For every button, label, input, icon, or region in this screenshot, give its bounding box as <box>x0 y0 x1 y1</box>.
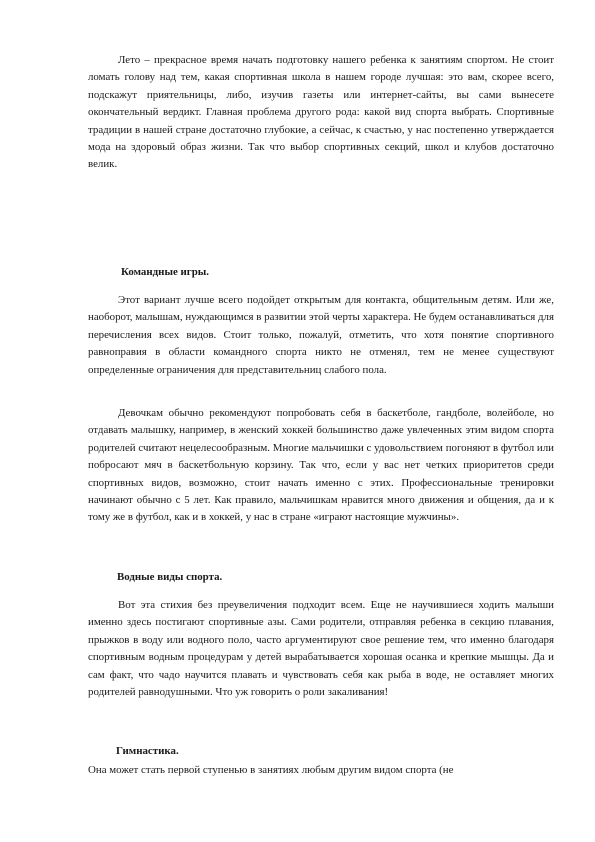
gymnastics-heading: Гимнастика. <box>116 745 179 757</box>
team-games-paragraph-2: Девочкам обычно рекомендуют попробовать себя в баскетболе, гандболе, волейболе, но отдавать малышку, например, в женский хоккей большинство даже увлеченных этим видом спорта родителей считают нецелесообразным. Многие мальчишки с удовольствием погоняют в футбол или побросают мяч в баскетбольную корзину. Так что, если у вас нет четких приоритетов среди спортивных видов, возможно, стоит начать именно с этих. Профессиональные тренировки начинают обычно с 5 лет. Как правило, мальчишкам нравится много движения и общения, да и к тому же в футбол, как и в хоккей, у нас в стране «играют настоящие мужчины». <box>88 407 554 524</box>
intro-paragraph: Лето – прекрасное время начать подготовку нашего ребенка к занятиям спортом. Не стоит ломать голову над тем, какая спортивная школа в нашем городе лучшая: это вам, скорее всего, подскажут приятельницы, либо, изучив газеты или интернет-сайты, вы сами вынесете окончательный вердикт. Главная проблема другого рода: какой вид спорта выбрать. Спортивные традиции в нашей стране достаточно глубокие, а сейчас, к счастью, у нас постепенно утверждается мода на здоровый образ жизни. Так что выбор спортивных секций, школ и клубов достаточно велик. <box>88 54 554 171</box>
team-games-paragraph-1: Этот вариант лучше всего подойдет открытым для контакта, общительным детям. Или же, наоборот, малышам, нуждающимся в развитии этой черты характера. Не будем останавливаться для перечисления всех видов. Стоит только, пожалуй, отметить, что хотя понятие спортивного равноправия в области командного спорта никто не отменял, тем не менее существуют определенные ограничения для представительниц слабого пола. <box>88 294 554 376</box>
water-sports-heading: Водные виды спорта. <box>117 571 223 583</box>
team-games-heading: Командные игры. <box>121 266 210 278</box>
water-sports-paragraph: Вот эта стихия без преувеличения подходит всем. Еще не научившиеся ходить малыши именно здесь постигают спортивные азы. Сами родители, отправляя ребенка в секцию плавания, прыжков в воду или водного поло, часто аргументируют свое решение тем, что именно благодаря спортивным водным процедурам у детей вырабатывается хорошая осанка и крепкие мышцы. Да и сам факт, что чадо научится плавать и чувствовать себя как рыба в воде, не оставляет многих родителей равнодушными. Что уж говорить о роли закаливания! <box>88 599 554 699</box>
gymnastics-paragraph: Она может стать первой ступенью в занятиях любым другим видом спорта (не <box>88 764 454 776</box>
